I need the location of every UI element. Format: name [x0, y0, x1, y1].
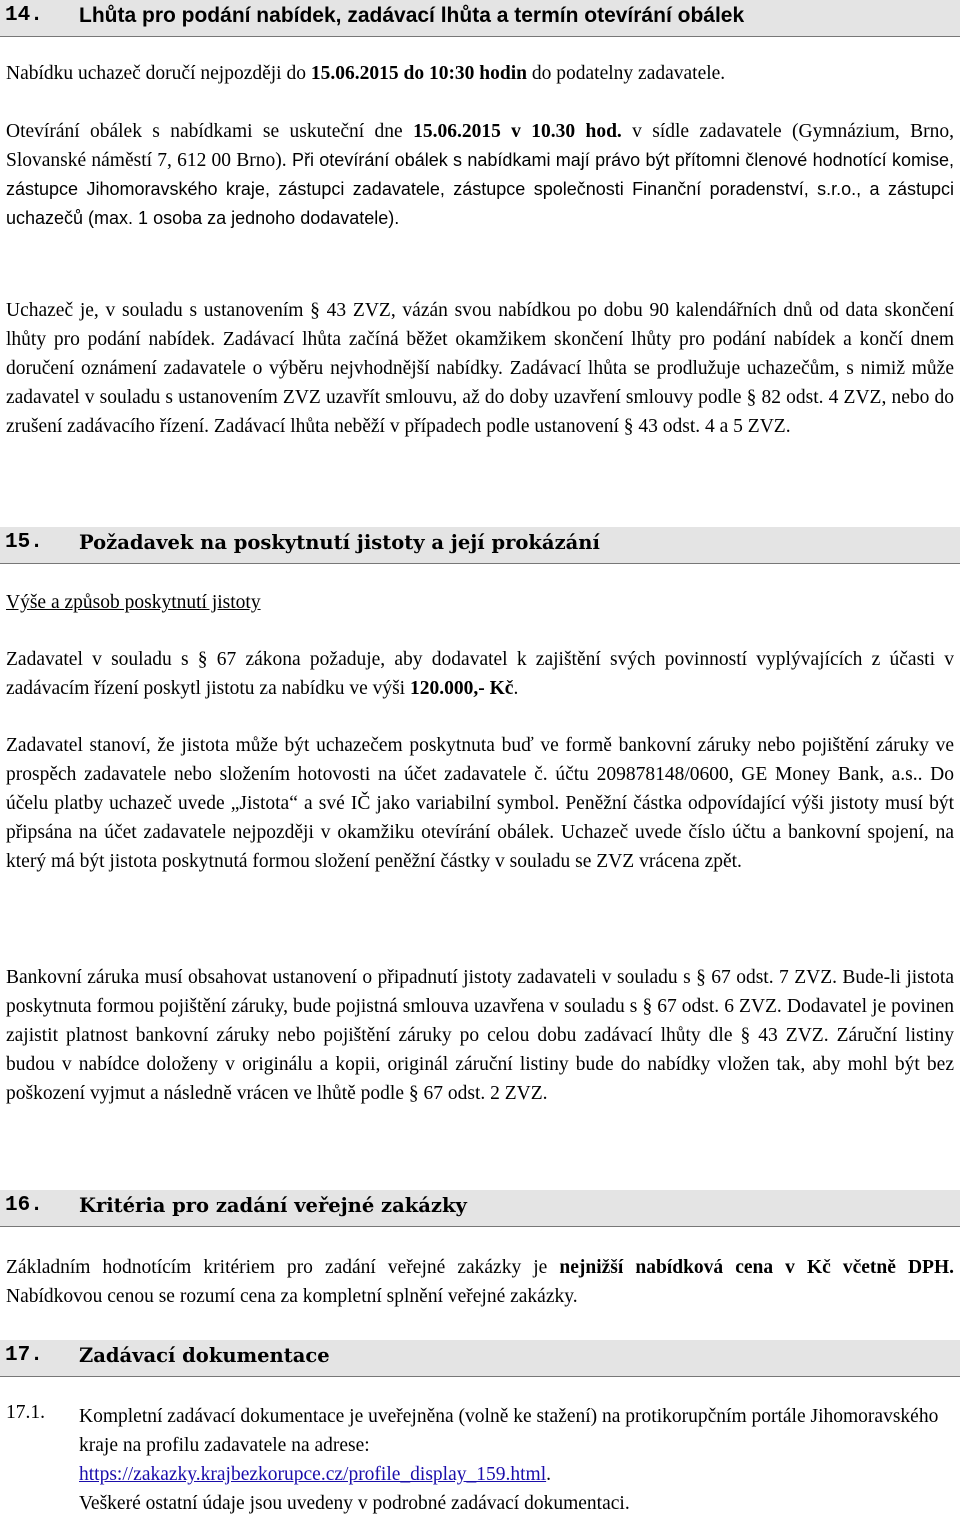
opening-date: 15.06.2015 v 10.30 hod.: [413, 121, 622, 142]
section-14-title: Lhůta pro podání nabídek, zadávací lhůta a termín otevírání obálek: [79, 4, 745, 27]
text-run: v sídle zadavatele (Gymnázium, Brno, Slovanské náměstí 7, 612 00 Brno).: [6, 121, 954, 171]
section-17-heading: [0, 1340, 960, 1377]
text-run: Veškeré ostatní údaje jsou uvedeny v podrobné zadávací dokumentaci.: [79, 1493, 630, 1514]
section-16-title: Kritéria pro zadání veřejné zakázky: [79, 1194, 467, 1217]
profile-link[interactable]: https://zakazky.krajbezkorupce.cz/profile_display_159.html: [79, 1464, 547, 1485]
envelope-opening-paragraph: [6, 117, 954, 233]
section-14-heading: [0, 0, 960, 37]
list-item-number: 17.1.: [6, 1402, 45, 1423]
submission-deadline-paragraph: [6, 59, 954, 88]
security-amount-paragraph: [6, 645, 954, 703]
attendees-text: Při otevírání obálek s nabídkami mají právo být přítomni členové hodnotící komise, zástupce Jihomoravského kraje, zástupci zadavatele, zástupce společnosti Finanční poradenství, s.r.o., a zástupci uchazečů (max. 1 osoba za jednoho dodavatele).: [6, 150, 954, 228]
section-16-heading: [0, 1190, 960, 1227]
text-run: do podatelny zadavatele.: [527, 63, 726, 84]
section-15-heading: [0, 527, 960, 564]
section-15-title: Požadavek na poskytnutí jistoty a její prokázání: [79, 531, 600, 554]
section-14-number: 14.: [5, 4, 43, 27]
binding-period-paragraph: Uchazeč je, v souladu s ustanovením § 43 ZVZ, vázán svou nabídkou po dobu 90 kalendářních dnů od data skončení lhůty pro podání nabídek. Zadávací lhůta začíná běžet okamžikem skončení lhůty pro podání nabídek a končí dnem doručení oznámení zadavatele o výběru nejvhodnější nabídky. Zadávací lhůta se prodlužuje uchazečům, s nimiž může zadavatel v souladu s ustanovením ZVZ uzavřít smlouvu, až do doby uzavření smlouvy podle § 82 odst. 4 ZVZ, nebo do zrušení zadávacího řízení. Zadávací lhůta neběží v případech podle ustanovení § 43 odst. 4 a 5 ZVZ.: [6, 300, 954, 437]
security-form-paragraph: Zadavatel stanoví, že jistota může být uchazečem poskytnuta buď ve formě bankovní záruky nebo pojištění záruky ve prospěch zadavatele nebo složením hotovosti na účet zadavatele č. účtu 209878148/0600, GE Money Bank, a.s.. Do účelu platby uchazeč uvede „Jistota“ a své IČ jako variabilní symbol. Peněžní částka odpovídající výši jistoty musí být připsána na účet zadavatele nejpozději v okamžiku otevírání obálek. Uchazeč uvede číslo účtu a bankovní spojení, na který má být jistota poskytnutá formou složení peněžní částky v souladu se ZVZ vrácena zpět.: [6, 735, 954, 872]
text-run: Otevírání obálek s nabídkami se uskuteční dne: [6, 121, 414, 142]
text-run: Základním hodnotícím kritériem pro zadání veřejné zakázky je: [6, 1257, 560, 1278]
section-17-number: 17.: [5, 1344, 43, 1367]
security-subheading: Výše a způsob poskytnutí jistoty: [6, 592, 261, 613]
text-run: Kompletní zadávací dokumentace je uveřejněna (volně ke stažení) na protikorupčním portále Jihomoravského kraje na profilu zadavatele na adrese:: [79, 1406, 939, 1456]
evaluation-criteria-paragraph: [6, 1253, 954, 1311]
section-16-number: 16.: [5, 1194, 43, 1217]
text-run: Nabídku uchazeč doručí nejpozději do: [6, 63, 311, 84]
criterion-text: nejnižší nabídková cena v Kč včetně DPH.: [559, 1257, 954, 1278]
text-run: .: [546, 1464, 551, 1485]
list-item-text: [79, 1402, 954, 1518]
text-run: .: [513, 678, 519, 699]
section-17-title: Zadávací dokumentace: [79, 1344, 330, 1367]
text-run: Zadavatel v souladu s § 67 zákona požaduje, aby dodavatel k zajištění svých povinností vyplývajících z účasti v zadávacím řízení poskytl jistotu za nabídku ve výši: [6, 649, 954, 699]
bank-guarantee-paragraph: Bankovní záruka musí obsahovat ustanovení o připadnutí jistoty zadavateli v souladu s § 67 odst. 7 ZVZ. Bude-li jistota poskytnuta formou pojištění záruky, bude pojistná smlouva uzavřena v souladu s § 67 odst. 6 ZVZ. Dodavatel je povinen zajistit platnost bankovní záruky nebo pojištění záruky po celou dobu zadávací lhůty dle § 43 ZVZ. Záruční listiny budou v nabídce doloženy v originálu a kopii, originál záruční listiny bude do nabídky vložen tak, aby mohl být bez poškození vyjmut a následně vrácen ve lhůtě podle § 67 odst. 2 ZVZ.: [6, 967, 954, 1104]
security-amount: 120.000,- Kč: [409, 678, 514, 699]
section-15-number: 15.: [5, 531, 43, 554]
text-run: Nabídkovou cenou se rozumí cena za kompletní splnění veřejné zakázky.: [6, 1286, 578, 1307]
deadline-date: 15.06.2015 do 10:30 hodin: [310, 63, 528, 84]
